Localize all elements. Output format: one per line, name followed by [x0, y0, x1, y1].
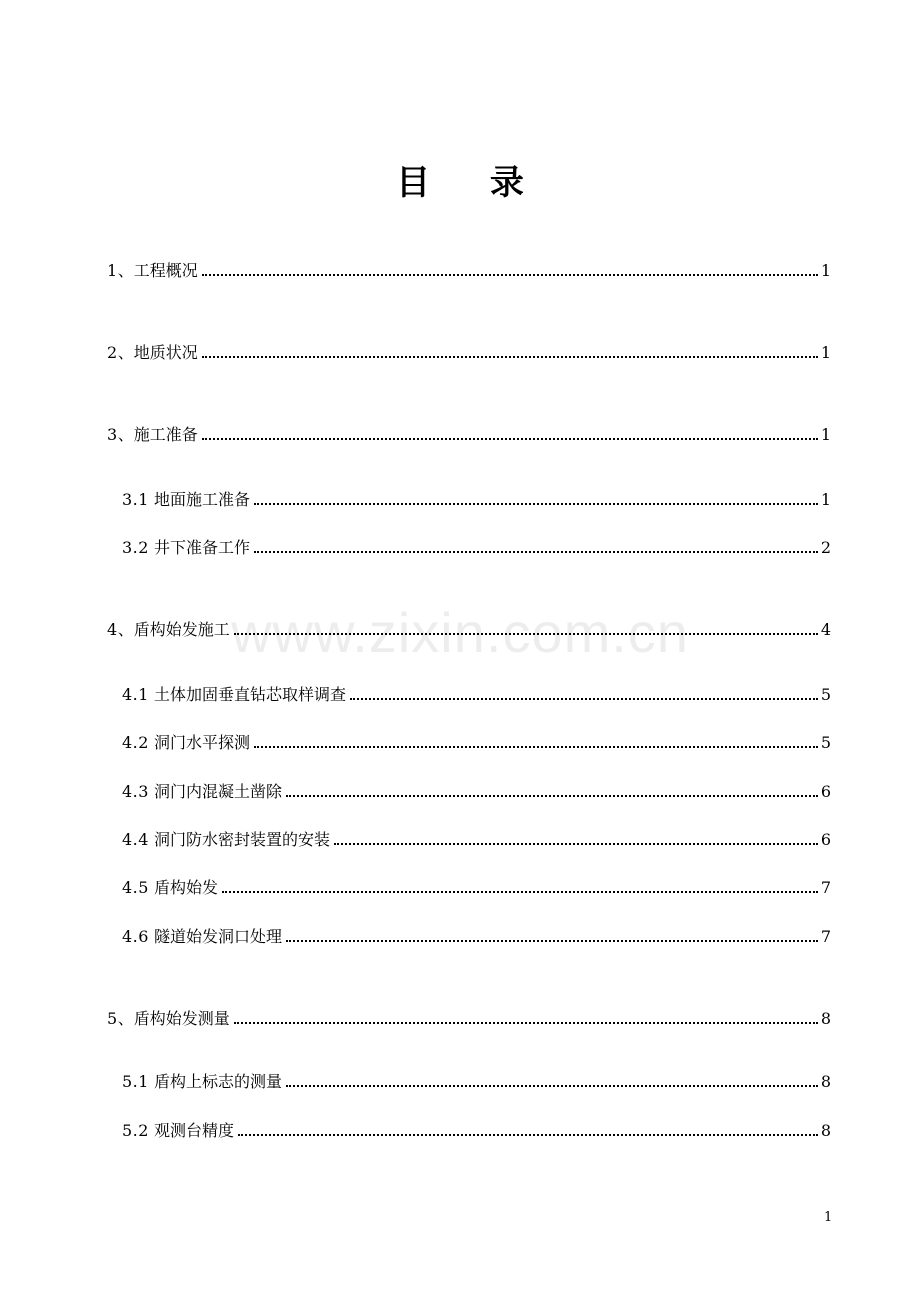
toc-label: 洞门水平探测 [154, 733, 251, 752]
toc-page-number: 7 [820, 878, 831, 897]
toc-entry-4-5[interactable] [122, 877, 831, 899]
toc-number: 4.6 [122, 927, 149, 946]
toc-page-number: 4 [820, 620, 831, 639]
toc-leader-dots [254, 503, 818, 505]
toc-leader-dots [286, 1085, 818, 1087]
toc-entry-4-6[interactable] [122, 926, 831, 948]
toc-number: 2 [107, 343, 118, 362]
toc-page-number: 1 [820, 343, 831, 362]
toc-page-number: 2 [820, 538, 831, 557]
toc-label: 工程概况 [133, 261, 198, 280]
toc-leader-dots [234, 1022, 818, 1024]
toc-label: 盾构上标志的测量 [154, 1072, 283, 1091]
toc-entry-5-1[interactable] [122, 1071, 831, 1093]
toc-page-number: 8 [820, 1121, 831, 1140]
toc-entry-4[interactable] [107, 619, 831, 641]
toc-leader-dots [238, 1134, 818, 1136]
toc-number: 5 [107, 1009, 118, 1028]
toc-page-number: 5 [820, 685, 831, 704]
toc-page-number: 6 [820, 782, 831, 801]
toc-number: 4.5 [122, 878, 149, 897]
toc-number: 4.2 [122, 733, 149, 752]
toc-leader-dots [202, 438, 818, 440]
toc-leader-dots [254, 746, 818, 748]
toc-number: 5.2 [122, 1121, 149, 1140]
toc-separator: 、 [117, 620, 134, 639]
toc-number: 4.3 [122, 782, 149, 801]
toc-entry-4-2[interactable] [122, 732, 831, 754]
toc-leader-dots [350, 698, 818, 700]
toc-entry-4-3[interactable] [122, 781, 831, 803]
toc-leader-dots [334, 843, 818, 845]
toc-leader-dots [202, 356, 818, 358]
toc-entry-2[interactable] [107, 342, 831, 364]
toc-number: 3.1 [122, 490, 149, 509]
toc-entry-3[interactable] [107, 424, 831, 446]
toc-leader-dots [254, 551, 818, 553]
page-title: 目 录 [396, 163, 548, 203]
toc-label: 隧道始发洞口处理 [154, 927, 283, 946]
toc-label: 盾构始发 [154, 878, 219, 897]
toc-number: 5.1 [122, 1072, 149, 1091]
toc-entry-3-1[interactable] [122, 489, 831, 511]
footer-page-number: 1 [824, 1210, 833, 1225]
toc-page-number: 5 [820, 733, 831, 752]
toc-number: 3 [107, 425, 118, 444]
toc-number: 4.1 [122, 685, 149, 704]
watermark: www.zixin.com.cn [231, 601, 689, 664]
toc-leader-dots [202, 274, 818, 276]
toc-label: 观测台精度 [154, 1121, 235, 1140]
toc-leader-dots [286, 795, 818, 797]
toc-separator: 、 [117, 343, 134, 362]
toc-label: 盾构始发施工 [133, 620, 230, 639]
toc-page-number: 8 [820, 1009, 831, 1028]
toc-label: 地质状况 [133, 343, 198, 362]
toc-label: 洞门防水密封装置的安装 [154, 830, 331, 849]
toc-page-number: 1 [820, 261, 831, 280]
toc-label: 盾构始发测量 [133, 1009, 230, 1028]
toc-label: 洞门内混凝土凿除 [154, 782, 283, 801]
toc-page-number: 8 [820, 1072, 831, 1091]
toc-label: 土体加固垂直钻芯取样调查 [154, 685, 347, 704]
toc-leader-dots [286, 940, 818, 942]
toc-separator: 、 [117, 425, 134, 444]
toc-page-number: 1 [820, 490, 831, 509]
toc-number: 4 [107, 620, 118, 639]
toc-entry-4-4[interactable] [122, 829, 831, 851]
toc-number: 1 [107, 261, 118, 280]
toc-leader-dots [234, 633, 818, 635]
toc-number: 4.4 [122, 830, 149, 849]
toc-entry-3-2[interactable] [122, 537, 831, 559]
toc-entry-5-2[interactable] [122, 1120, 831, 1142]
toc-entry-4-1[interactable] [122, 684, 831, 706]
toc-page-number: 6 [820, 830, 831, 849]
toc-label: 地面施工准备 [154, 490, 251, 509]
toc-page-number: 1 [820, 425, 831, 444]
toc-leader-dots [222, 891, 818, 893]
toc-separator: 、 [117, 261, 134, 280]
toc-entry-1[interactable] [107, 260, 831, 282]
toc-label: 施工准备 [133, 425, 198, 444]
toc-number: 3.2 [122, 538, 149, 557]
toc-entry-5[interactable] [107, 1008, 831, 1030]
toc-separator: 、 [117, 1009, 134, 1028]
toc-page-number: 7 [820, 927, 831, 946]
toc-label: 井下准备工作 [154, 538, 251, 557]
